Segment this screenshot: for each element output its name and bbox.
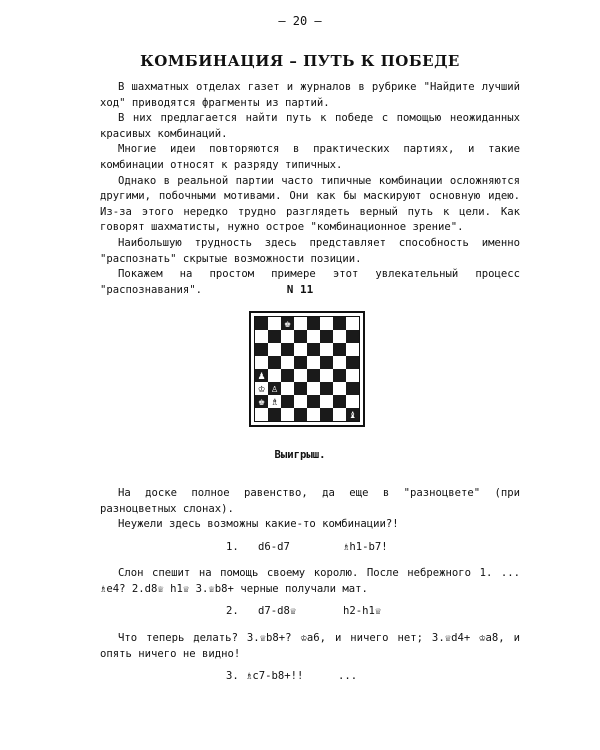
white-move: ♗c7-b8+!! [246,670,304,682]
board-square-b5 [268,356,281,369]
analysis-paragraph: Что теперь делать? 3.♕b8+? ♔a6, и ничего нет; 3.♕d4+ ♔a8, и опять ничего не видно! [100,632,520,660]
analysis-paragraph: Слон спешит на помощь своему королю. После небрежного 1. ... ♗e4? 2.d8♕ h1♕ 3.♕b8+ черные получали мат. [100,567,520,595]
board-square-e4 [307,369,320,382]
move-number: 1. [226,541,239,553]
chess-piece-c8: ♚ [284,317,291,330]
board-square-e7 [307,330,320,343]
board-square-b6 [268,343,281,356]
board-square-d6 [294,343,307,356]
board-square-h2 [346,395,359,408]
board-square-b3 [268,382,281,395]
diagram-label: N 11 [286,283,314,296]
analysis-paragraph: Неужели здесь возможны какие-то комбинации?! [118,518,399,531]
board-square-d7 [294,330,307,343]
board-square-a7 [255,330,268,343]
board-square-d5 [294,356,307,369]
intro-paragraph: В шахматных отделах газет и журналов в рубрике "Найдите лучший ход" приводятся фрагменты из партий. [100,81,520,109]
board-square-d3 [294,382,307,395]
chess-piece-a3: ♔ [258,382,265,395]
board-square-f2 [320,395,333,408]
board-square-a5 [255,356,268,369]
intro-paragraph: В них предлагается найти путь к победе с помощью неожиданных красивых комбинаций. [100,112,520,140]
board-square-c4 [281,369,294,382]
board-square-g6 [333,343,346,356]
board-square-e6 [307,343,320,356]
intro-paragraph: Однако в реальной партии часто типичные комбинации осложняются другими, побочными мотивами. Они как бы маскируют основную идею. Из-за этого нередко трудно разглядеть верный путь к цели. Как говорят шахматисты, нужно острое "комбинационное зрение". [100,174,520,234]
move-number: 3. [226,670,239,682]
board-square-e3 [307,382,320,395]
board-square-g5 [333,356,346,369]
board-square-f3 [320,382,333,395]
board-square-f8 [320,317,333,330]
chess-board-grid [254,316,360,422]
board-square-a6 [255,343,268,356]
board-square-f6 [320,343,333,356]
board-square-b8 [268,317,281,330]
intro-paragraph: Многие идеи повторяются в практических партиях, и такие комбинации относят к разряду типичных. [100,143,520,171]
board-square-f5 [320,356,333,369]
board-square-h4 [346,369,359,382]
board-square-f4 [320,369,333,382]
board-square-g2 [333,395,346,408]
board-square-h1 [346,408,359,421]
chess-diagram [249,311,365,427]
black-move: ♗h1-b7! [343,541,388,553]
board-square-a4 [255,369,268,382]
board-square-e2 [307,395,320,408]
intro-paragraph: Наибольшую трудность здесь представляет способность именно "распознать" скрытые возможности позиции. [100,236,520,265]
white-move: d6-d7 [258,541,290,553]
board-square-a8 [255,317,268,330]
analysis-text [100,631,520,662]
board-square-d4 [294,369,307,382]
board-square-h3 [346,382,359,395]
board-square-d2 [294,395,307,408]
board-square-c7 [281,330,294,343]
board-square-c3 [281,382,294,395]
board-square-a3 [255,382,268,395]
board-square-e8 [307,317,320,330]
board-square-c5 [281,356,294,369]
board-square-g4 [333,369,346,382]
board-square-g8 [333,317,346,330]
chess-piece-a4: ♟ [258,369,265,382]
board-square-b1 [268,408,281,421]
board-square-a2 [255,395,268,408]
intro-paragraph: Покажем на простом примере этот увлекательный процесс "распознавания". [100,268,520,296]
board-square-e5 [307,356,320,369]
black-move: ... [338,670,358,682]
board-square-a1 [255,408,268,421]
board-square-h7 [346,330,359,343]
board-square-b4 [268,369,281,382]
board-square-c6 [281,343,294,356]
board-square-g1 [333,408,346,421]
board-square-d8 [294,317,307,330]
chess-piece-b2: ♗ [271,395,278,408]
board-square-d1 [294,408,307,421]
page-title: КОМБИНАЦИЯ – ПУТЬ К ПОБЕДЕ [140,52,460,70]
board-square-c1 [281,408,294,421]
chess-piece-a2: ♚ [258,395,265,408]
board-square-f7 [320,330,333,343]
page-number: – 20 – [278,14,322,28]
analysis-text [100,566,520,597]
board-square-c8 [281,317,294,330]
diagram-caption: Выигрыш. [274,449,326,461]
chess-piece-b3: ♙ [271,382,278,395]
board-square-c2 [281,395,294,408]
move-number: 2. [226,605,239,617]
board-square-g7 [333,330,346,343]
chess-piece-h1: ♝ [349,408,356,421]
board-square-b7 [268,330,281,343]
black-move: h2-h1♕ [343,605,382,617]
intro-text [100,80,520,298]
board-square-e1 [307,408,320,421]
board-square-h8 [346,317,359,330]
board-square-h5 [346,356,359,369]
board-square-b2 [268,395,281,408]
analysis-text [100,486,520,533]
board-square-g3 [333,382,346,395]
white-move: d7-d8♕ [258,605,297,617]
analysis-paragraph: На доске полное равенство, да еще в "разноцвете" (при разноцветных слонах). [100,487,520,515]
board-square-f1 [320,408,333,421]
board-square-h6 [346,343,359,356]
